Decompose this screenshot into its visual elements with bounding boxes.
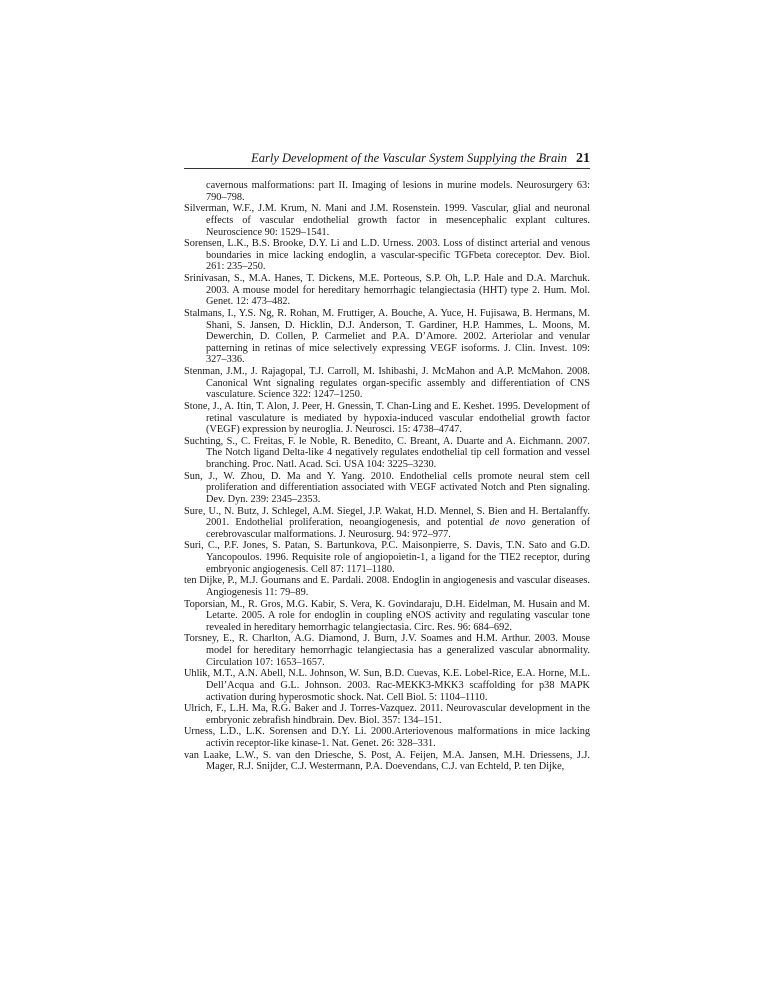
running-header <box>184 150 590 168</box>
reference-entry: van Laake, L.W., S. van den Driesche, S. Post, A. Feijen, M.A. Jansen, M.H. Driessens, J.J. Mager, R.J. Snijder, C.J. Westermann, P.A. Doevendans, C.J. van Echteld, P. ten Dijke, <box>184 749 590 773</box>
header-rule <box>184 168 590 169</box>
reference-entry: Torsney, E., R. Charlton, A.G. Diamond, J. Burn, J.V. Soames and H.M. Arthur. 2003. Mouse model for hereditary hemorrhagic telangiectasia has a generalized vascular abnormality. Circulation 107: 1653–1657. <box>184 633 590 668</box>
running-title: Early Development of the Vascular System Supplying the Brain <box>251 151 567 165</box>
page-number: 21 <box>576 151 590 166</box>
reference-entry: Stenman, J.M., J. Rajagopal, T.J. Carroll, M. Ishibashi, J. McMahon and A.P. McMahon. 2008. Canonical Wnt signaling regulates organ-specific assembly and differentiation of CNS vasculature. Science 322: 1247–1250. <box>184 366 590 401</box>
reference-entry: Ulrich, F., L.H. Ma, R.G. Baker and J. Torres-Vazquez. 2011. Neurovascular development in the embryonic zebrafish hindbrain. Dev. Biol. 357: 134–151. <box>184 703 590 726</box>
reference-entry: Suchting, S., C. Freitas, F. le Noble, R. Benedito, C. Breant, A. Duarte and A. Eichmann. 2007. The Notch ligand Delta-like 4 negatively regulates endothelial tip cell formation and vessel branching. Proc. Natl. Acad. Sci. USA 104: 3225–3230. <box>184 435 590 470</box>
reference-entry: Sun, J., W. Zhou, D. Ma and Y. Yang. 2010. Endothelial cells promote neural stem cell proliferation and differentiation associated with VEGF activated Notch and Pten signaling. Dev. Dyn. 239: 2345–2353. <box>184 470 590 505</box>
reference-entry: Srinivasan, S., M.A. Hanes, T. Dickens, M.E. Porteous, S.P. Oh, L.P. Hale and D.A. Marchuk. 2003. A mouse model for hereditary hemorrhagic telangiectasia (HHT) type 2. Hum. Mol. Genet. 12: 473–482. <box>184 273 590 308</box>
reference-entry: Urness, L.D., L.K. Sorensen and D.Y. Li. 2000.Arteriovenous malformations in mice lacking activin receptor-like kinase-1. Nat. Genet. 26: 328–331. <box>184 726 590 749</box>
reference-entry: ten Dijke, P., M.J. Goumans and E. Pardali. 2008. Endoglin in angiogenesis and vascular diseases. Angiogenesis 11: 79–89. <box>184 575 590 598</box>
reference-entry: Uhlik, M.T., A.N. Abell, N.L. Johnson, W. Sun, B.D. Cuevas, K.E. Lobel-Rice, E.A. Horne, M.L. Dell’Acqua and G.L. Johnson. 2003. Rac-MEKK3-MKK3 scaffolding for p38 MAPK activation during hyperosmotic shock. Nat. Cell Biol. 5: 1104–1110. <box>184 668 590 703</box>
reference-entry: Stalmans, I., Y.S. Ng, R. Rohan, M. Fruttiger, A. Bouche, A. Yuce, H. Fujisawa, B. Hermans, M. Shani, S. Jansen, D. Hicklin, D.J. Anderson, T. Gardiner, H.P. Hammes, L. Moons, M. Dewerchin, D. Collen, P. Carmeliet and P.A. D’Amore. 2002. Arteriolar and venular patterning in retinas of mice selectively expressing VEGF isoforms. J. Clin. Invest. 109: 327–336. <box>184 307 590 366</box>
reference-entry: Silverman, W.F., J.M. Krum, N. Mani and J.M. Rosenstein. 1999. Vascular, glial and neuronal effects of vascular endothelial growth factor in mesencephalic explant cultures. Neuroscience 90: 1529–1541. <box>184 203 590 238</box>
reference-entry: Toporsian, M., R. Gros, M.G. Kabir, S. Vera, K. Govindaraju, D.H. Eidelman, M. Husain and M. Letarte. 2005. A role for endoglin in coupling eNOS activity and regulating vascular tone revealed in hereditary hemorrhagic telangiectasia. Circ. Res. 96: 684–692. <box>184 598 590 633</box>
reference-entry: cavernous malformations: part II. Imaging of lesions in murine models. Neurosurgery 63: 790–798. <box>206 180 590 203</box>
reference-entry: Suri, C., P.F. Jones, S. Patan, S. Bartunkova, P.C. Maisonpierre, S. Davis, T.N. Sato and G.D. Yancopoulos. 1996. Requisite role of angiopoietin-1, a ligand for the TIE2 receptor, during embryonic angiogenesis. Cell 87: 1171–1180. <box>184 540 590 575</box>
reference-entry: Sorensen, L.K., B.S. Brooke, D.Y. Li and L.D. Urness. 2003. Loss of distinct arterial and venous boundaries in mice lacking endoglin, a vascular-specific TGFbeta coreceptor. Dev. Biol. 261: 235–250. <box>184 238 590 273</box>
reference-list <box>184 180 590 773</box>
reference-entry: Sure, U., N. Butz, J. Schlegel, A.M. Siegel, J.P. Wakat, H.D. Mennel, S. Bien and H. Bertalanffy. 2001. Endothelial proliferation, neoangiogenesis, and potential de novo generation of cerebrovascular malformations. J. Neurosurg. 94: 972–977. <box>184 505 590 540</box>
reference-entry: Stone, J., A. Itin, T. Alon, J. Peer, H. Gnessin, T. Chan-Ling and E. Keshet. 1995. Development of retinal vasculature is mediated by hypoxia-induced vascular endothelial growth factor (VEGF) expression by neuroglia. J. Neurosci. 15: 4738–4747. <box>184 400 590 436</box>
